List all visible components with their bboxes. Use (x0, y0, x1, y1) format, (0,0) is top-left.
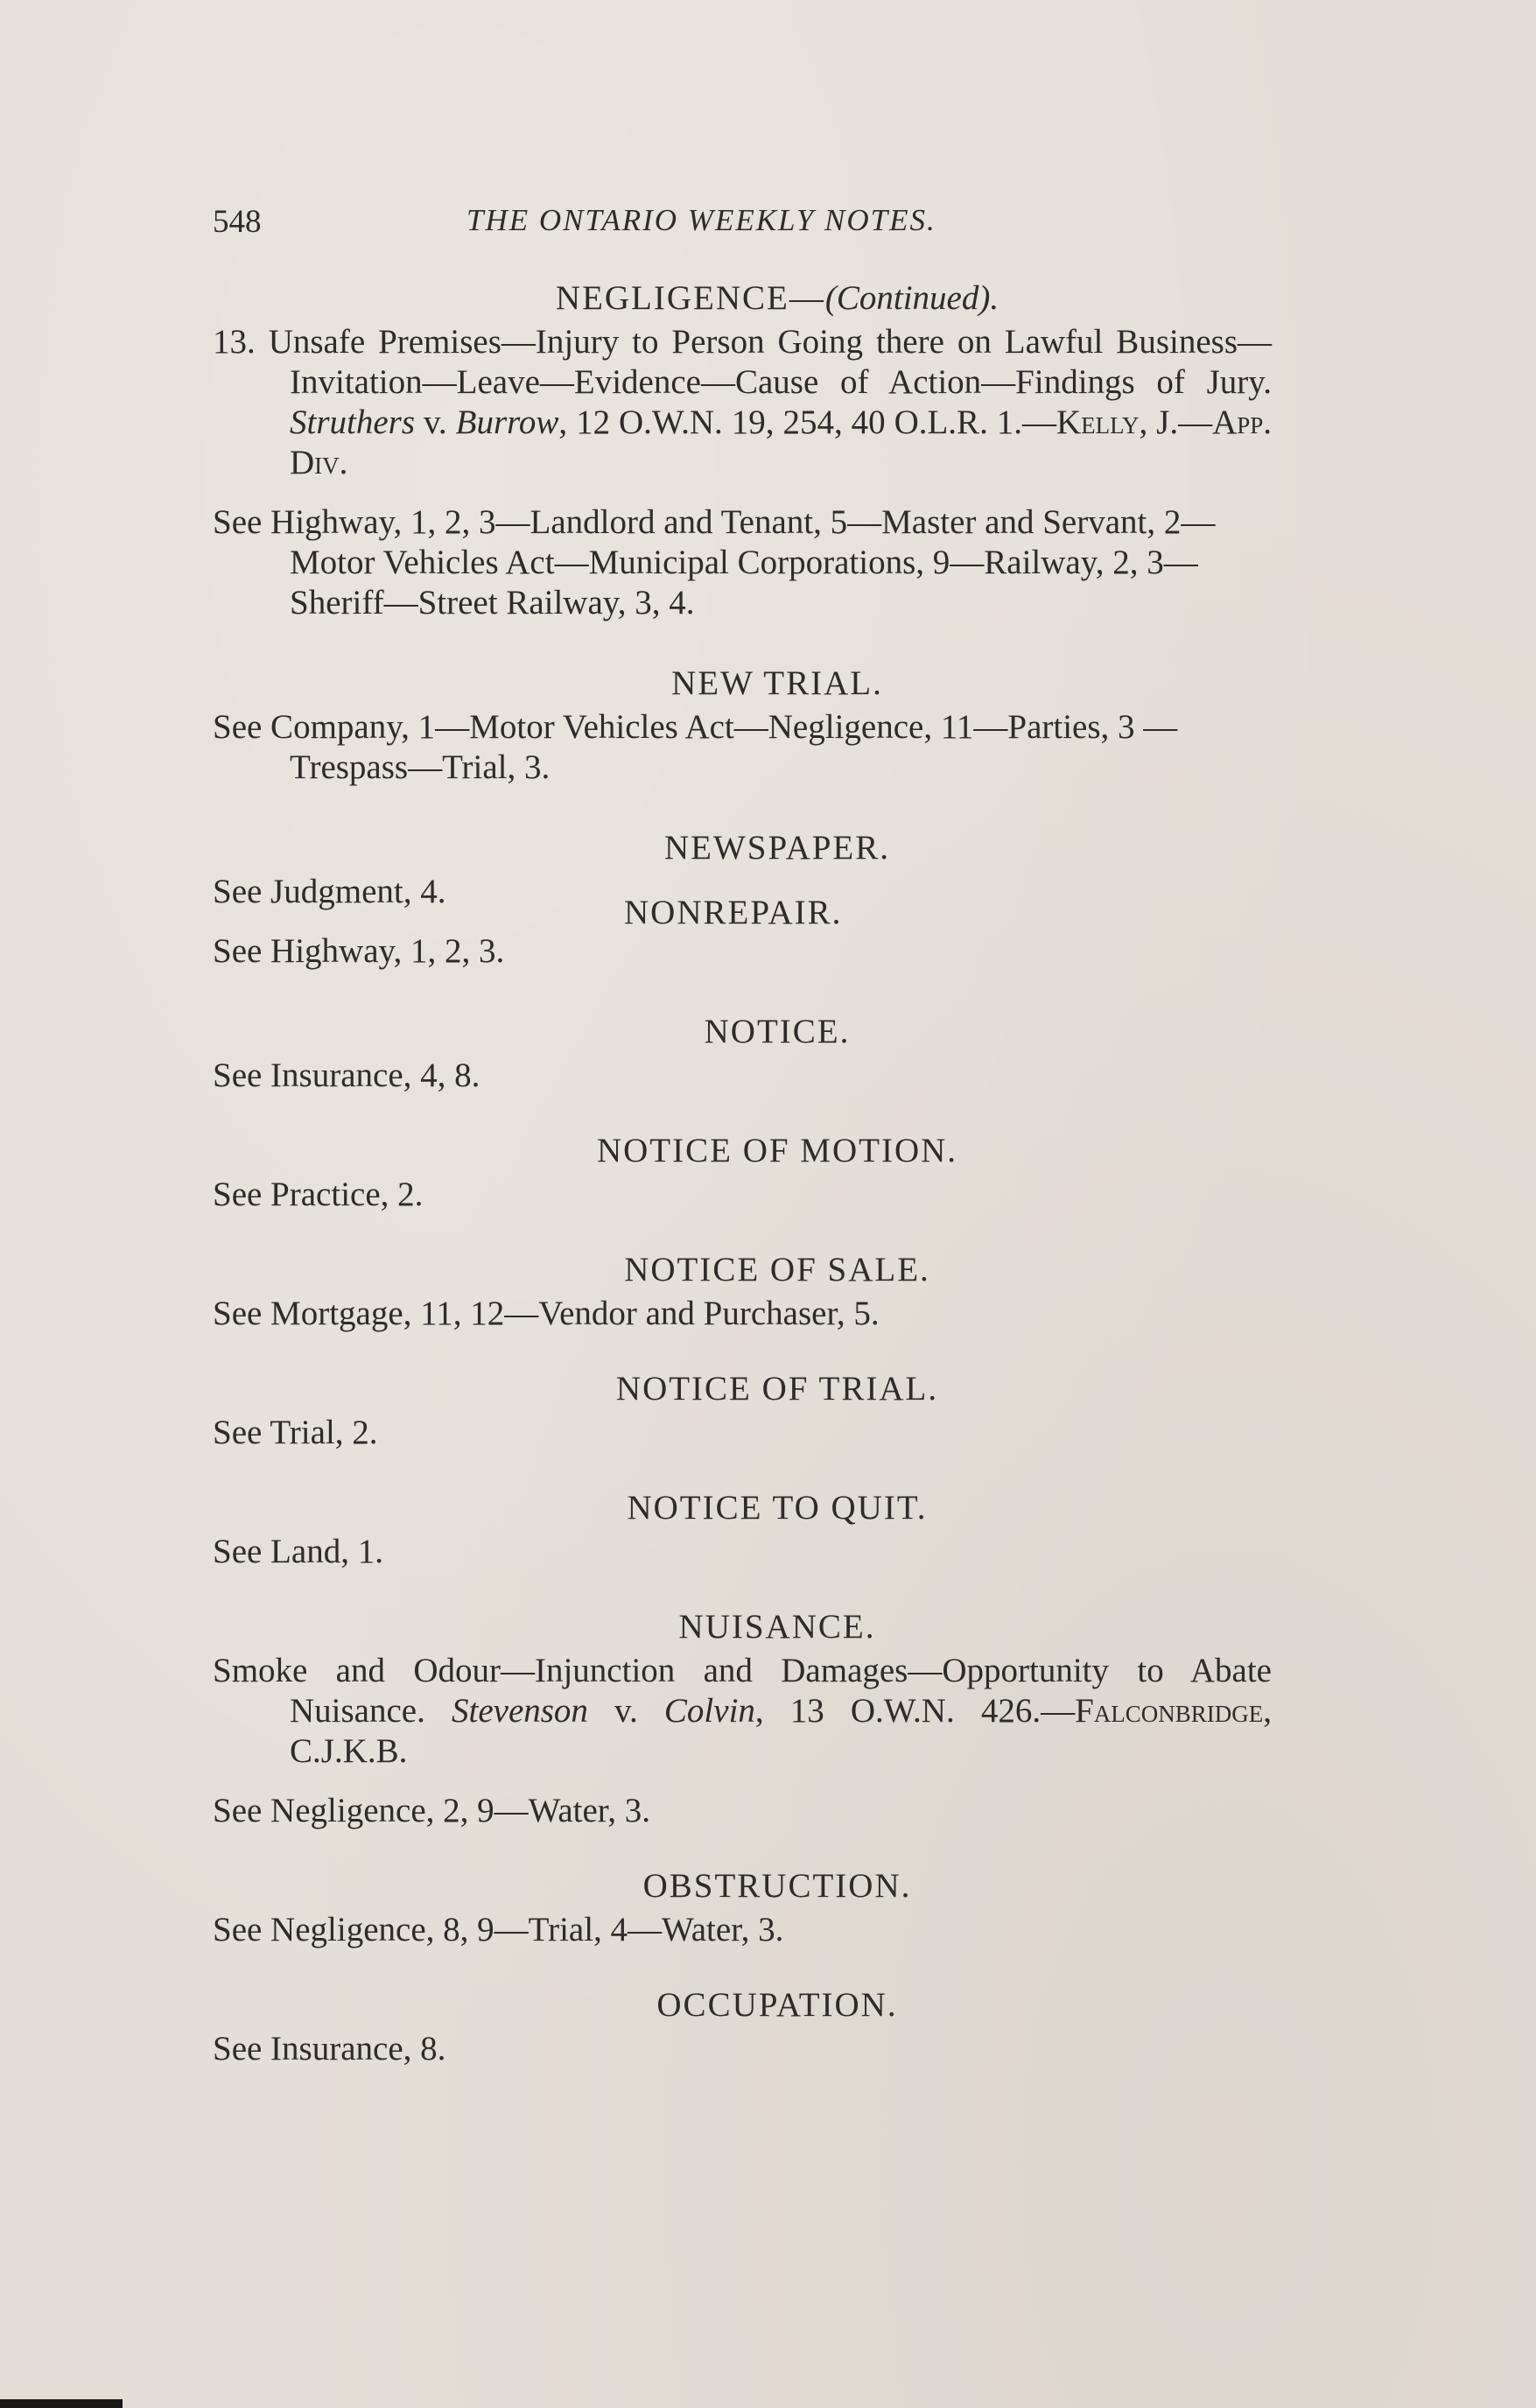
page-header (213, 203, 1000, 247)
see-notice: See Insurance, 4, 8. (213, 1057, 480, 1094)
heading-occupation: OCCUPATION. (656, 1986, 898, 2024)
index-content (213, 278, 1272, 2069)
see-newspaper: See Judgment, 4. (213, 873, 446, 910)
see-nonrepair: See Highway, 1, 2, 3. (213, 932, 505, 970)
heading-new-trial: NEW TRIAL. (671, 664, 883, 702)
running-title: THE ONTARIO WEEKLY NOTES. (466, 203, 936, 237)
newspaper-nonrepair-row (213, 872, 1272, 931)
heading-nonrepair: NONREPAIR. (624, 894, 843, 931)
heading-nuisance: NUISANCE. (678, 1608, 876, 1646)
entry-nuisance: Smoke and Odour—Injunction and Damages—Opportunity to Abate Nuisance. Stevenson v. Colvin, 13 O.W.N. 426.—Falconbridge, C.J.K.B. (213, 1652, 1273, 1770)
heading-notice-to-quit: NOTICE TO QUIT. (627, 1489, 928, 1527)
see-notice-of-motion: See Practice, 2. (213, 1176, 424, 1213)
heading-notice-of-motion: NOTICE OF MOTION. (596, 1132, 958, 1169)
see-notice-to-quit: See Land, 1. (213, 1533, 383, 1570)
heading-notice-of-sale: NOTICE OF SALE. (624, 1251, 930, 1288)
page-number: 548 (213, 204, 262, 240)
see-notice-of-sale: See Mortgage, 11, 12—Vendor and Purchaser, 5. (213, 1295, 880, 1332)
scan-edge-mark (0, 2399, 123, 2408)
heading-obstruction: OBSTRUCTION. (642, 1867, 912, 1905)
see-occupation: See Insurance, 8. (213, 2030, 446, 2068)
heading-notice: NOTICE. (704, 1013, 851, 1050)
heading-negligence: NEGLIGENCE—(Continued). (555, 279, 999, 317)
see-notice-of-trial: See Trial, 2. (213, 1414, 378, 1451)
see-nuisance: See Negligence, 2, 9—Water, 3. (213, 1792, 650, 1829)
entry-negligence-13: 13. Unsafe Premises—Injury to Person Going there on Lawful Business—Invitation—Leave—Evidence—Cause of Action—Findings of Jury. Struthers v. Burrow, 12 O.W.N. 19, 254, 40 O.L.R. 1.—Kelly, J.—App. Div. (213, 323, 1273, 481)
see-negligence: See Highway, 1, 2, 3—Landlord and Tenant, 5—Master and Servant, 2—Motor Vehicles Act—Municipal Corporations, 9—Railway, 2, 3—Sheriff—Street Railway, 3, 4. (213, 503, 1216, 621)
heading-newspaper: NEWSPAPER. (663, 829, 891, 867)
see-obstruction: See Negligence, 8, 9—Trial, 4—Water, 3. (213, 1911, 784, 1948)
heading-notice-of-trial: NOTICE OF TRIAL. (615, 1370, 939, 1408)
see-new-trial: See Company, 1—Motor Vehicles Act—Negligence, 11—Parties, 3 —Trespass—Trial, 3. (213, 708, 1178, 786)
